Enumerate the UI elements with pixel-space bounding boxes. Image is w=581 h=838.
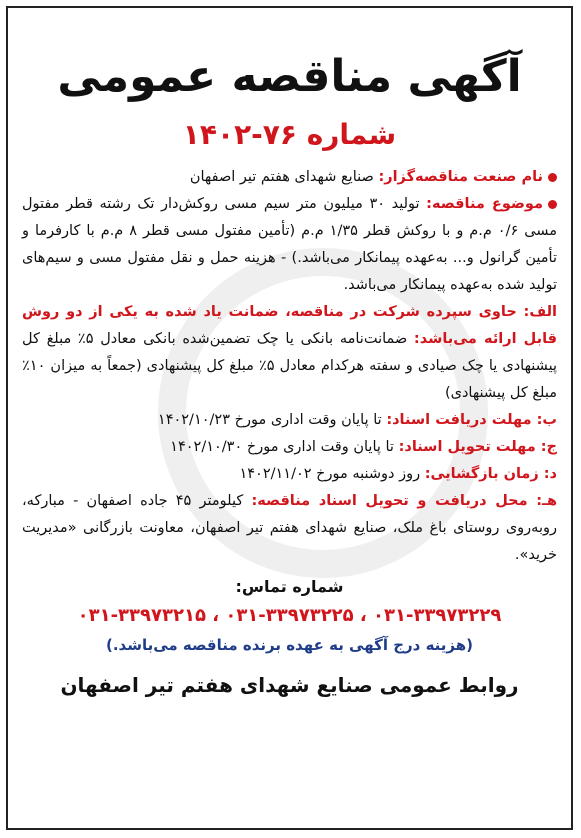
opening-value: روز دوشنبه مورخ ۱۴۰۲/۱۱/۰۲ (239, 466, 425, 482)
bullet-icon (548, 173, 557, 182)
opening-label: د: زمان بازگشایی: (424, 466, 557, 482)
contact-label: شماره تماس: (235, 577, 344, 596)
notice-content (8, 46, 571, 705)
receive-value: تا پایان وقت اداری مورخ ۱۴۰۲/۱۰/۲۳ (157, 412, 387, 428)
bullet-icon (548, 200, 557, 209)
industry-label: نام صنعت مناقصه‌گزار: (378, 169, 543, 185)
contact-phones: ۰۳۱-۳۳۹۷۳۲۲۹ ، ۰۳۱-۳۳۹۷۳۲۲۵ ، ۰۳۱-۳۳۹۷۳۲۱۵ (77, 605, 502, 626)
deliver-value: تا پایان وقت اداری مورخ ۱۴۰۲/۱۰/۳۰ (170, 439, 399, 455)
item-place (22, 488, 557, 569)
footer-signature: روابط عمومی صنایع شهدای هفتم تیر اصفهان (60, 673, 519, 697)
place-label: هـ: محل دریافت و تحویل اسناد مناقصه: (251, 493, 558, 509)
subject-value: تولید ۳۰ میلیون متر سیم مسی روکش‌دار تک رشته قطر مفتول مسی ۰/۶ م.م و با روکش قطر ۱/۳۵ م.م (تأمین مفتول مسی قطر ۸ م.م با کارفرما و تأمین گرانول و... به‌عهده پیمانکار می‌باشد.) - هزینه حمل و نقل مفتول مسی و سیم‌های تولید شده به‌عهده پیمانکار می‌باشد. (22, 196, 557, 293)
notice-number: شماره ۷۶-۱۴۰۲ (182, 118, 397, 151)
guarantee-value: ضمانت‌نامه بانکی یا چک تضمین‌شده بانکی معادل ۵٪ مبلغ کل پیشنهادی یا چک صیادی و سفته هرکدام معادل ۵٪ مبلغ کل پیشنهادی (جمعاً به میزان ۱۰٪ مبلغ کل پیشنهادی) (22, 331, 557, 401)
guarantee-label: الف: حاوی سپرده شرکت در مناقصه، ضمانت یاد شده به یکی از دو روش قابل ارائه می‌باشد: (22, 304, 558, 347)
place-value: کیلومتر ۴۵ جاده اصفهان - مبارکه، روبه‌روی روستای باغ ملک، صنایع شهدای هفتم تیر اصفهان، معاونت بازرگانی «مدیریت خرید». (22, 493, 557, 563)
item-guarantee (22, 299, 557, 407)
notice-frame (6, 6, 573, 830)
item-receive-deadline (22, 407, 557, 434)
receive-label: ب: مهلت دریافت اسناد: (386, 412, 557, 428)
item-deliver-deadline (22, 434, 557, 461)
item-subject (22, 191, 557, 299)
item-opening-time (22, 461, 557, 488)
cost-note: (هزینه درج آگهی به عهده برنده مناقصه می‌باشد.) (105, 636, 474, 654)
item-industry (22, 164, 557, 191)
deliver-label: ج: مهلت تحویل اسناد: (398, 439, 557, 455)
industry-value: صنایع شهدای هفتم تیر اصفهان (189, 169, 379, 185)
subject-label: موضوع مناقصه: (426, 196, 543, 212)
notice-title: آگهی مناقصه عمومی (57, 51, 522, 102)
